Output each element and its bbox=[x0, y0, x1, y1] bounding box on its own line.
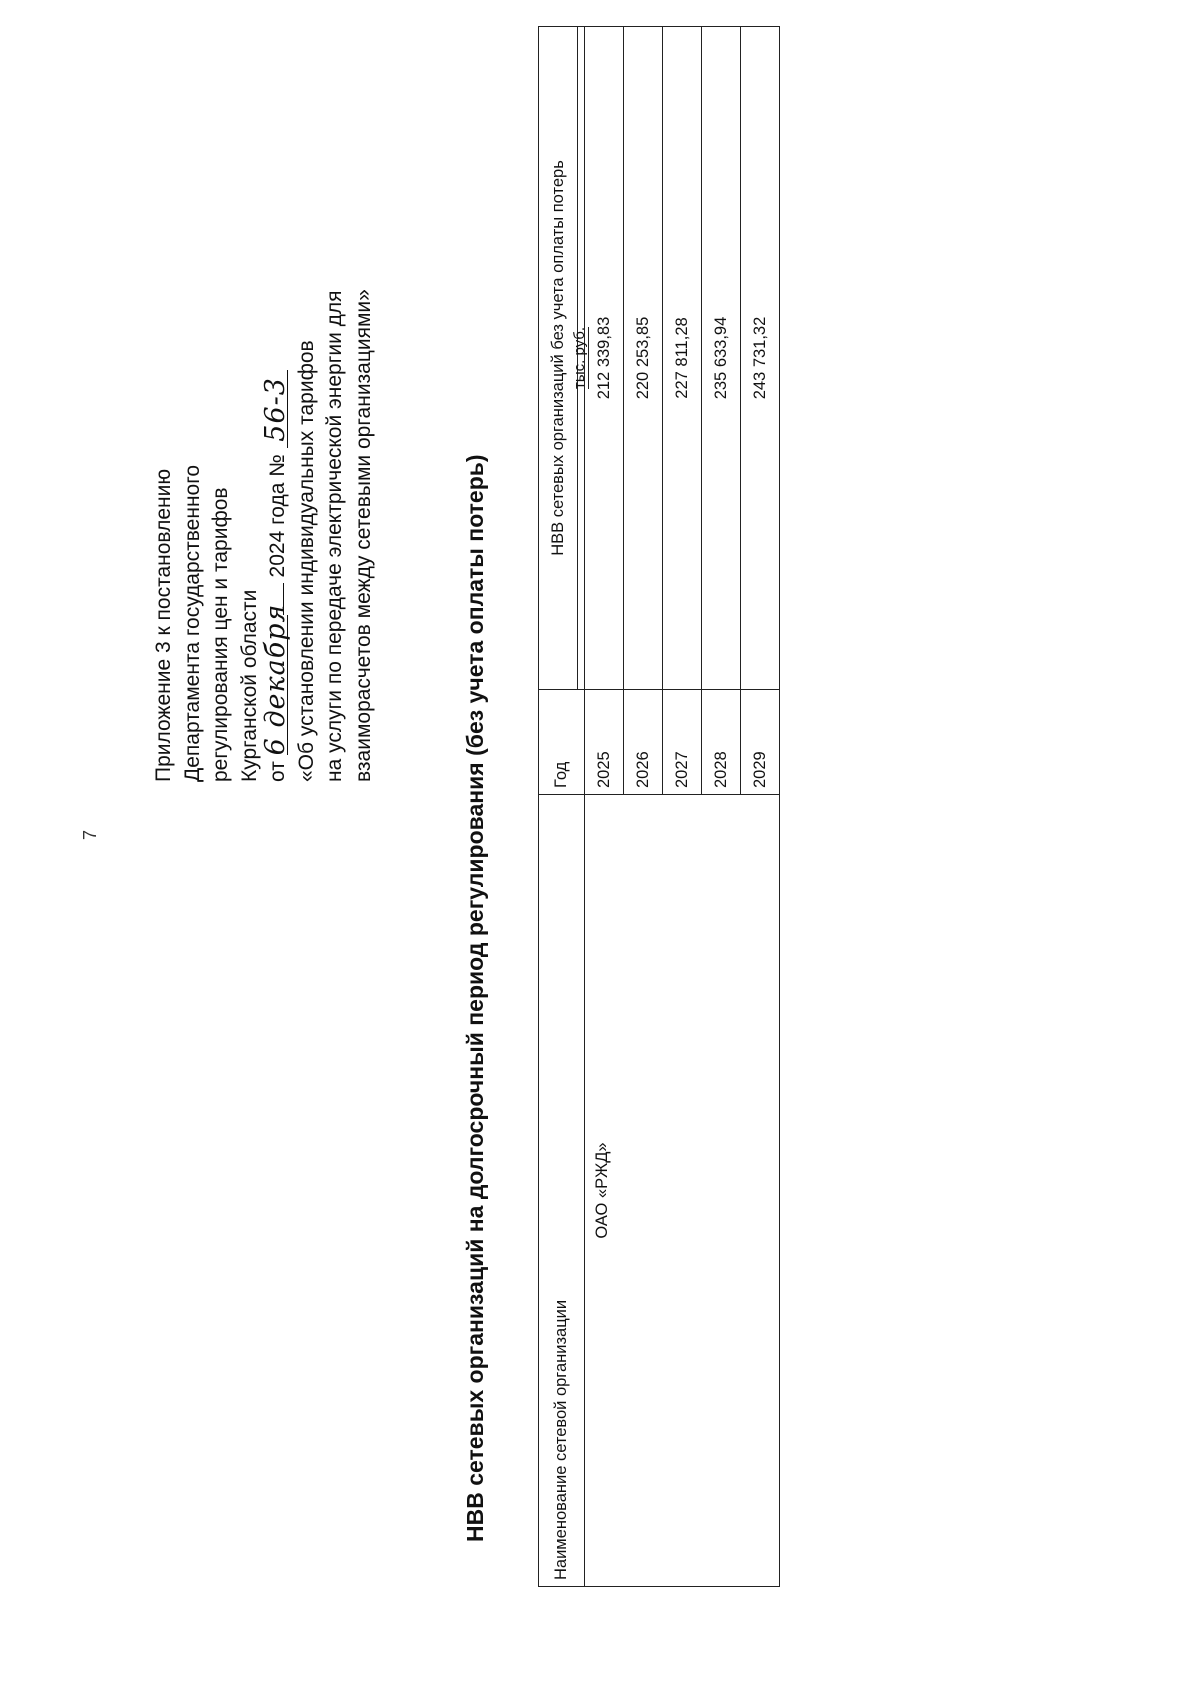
header-line: Департамента государственного bbox=[180, 464, 204, 782]
year-cell: 2025 bbox=[585, 690, 624, 795]
header-line: взаиморасчетов между сетевыми организациями» bbox=[351, 289, 375, 782]
column-header-year: Год bbox=[539, 690, 585, 795]
column-header-name: Наименование сетевой организации bbox=[539, 795, 585, 1587]
page-number: 7 bbox=[80, 829, 100, 840]
nvv-table bbox=[538, 26, 780, 1587]
header-line: на услуги по передаче электрической энергии для bbox=[323, 290, 346, 782]
year-cell: 2027 bbox=[663, 690, 702, 795]
unit-label: тыс. руб. bbox=[571, 326, 588, 390]
unit-cell bbox=[571, 27, 588, 690]
year-cell: 2026 bbox=[624, 690, 663, 795]
value-cell: 220 253,85 bbox=[624, 27, 663, 690]
table-header-row bbox=[539, 27, 578, 1587]
header-line: Курганской области bbox=[237, 589, 261, 782]
handwritten-date: 6 декабря bbox=[260, 603, 291, 756]
value-cell: 227 811,28 bbox=[663, 27, 702, 690]
value-cell: 243 731,32 bbox=[741, 27, 780, 690]
table-row bbox=[585, 27, 624, 1587]
document-title: НВВ сетевых организаций на долгосрочный период регулирования (без учета оплаты потерь) bbox=[462, 454, 488, 1542]
header-date-line bbox=[260, 62, 293, 782]
header-line: «Об установлении индивидуальных тарифов bbox=[294, 340, 318, 782]
value-cell: 235 633,94 bbox=[702, 27, 741, 690]
header-line: регулирования цен и тарифов bbox=[209, 487, 232, 782]
value-cell: 212 339,83 bbox=[585, 27, 624, 690]
column-header-value: НВВ сетевых организаций без учета оплаты потерь bbox=[539, 27, 578, 690]
year-cell: 2028 bbox=[702, 690, 741, 795]
organization-cell: ОАО «РЖД» bbox=[585, 795, 780, 1587]
header-line: Приложение 3 к постановлению bbox=[152, 468, 175, 782]
handwritten-number: 56-3 bbox=[265, 370, 288, 448]
from-prefix: от bbox=[266, 761, 289, 782]
year-cell: 2029 bbox=[741, 690, 780, 795]
year-text: 2024 года № bbox=[266, 454, 289, 578]
annex-header bbox=[150, 62, 378, 782]
date-underline bbox=[283, 583, 284, 615]
